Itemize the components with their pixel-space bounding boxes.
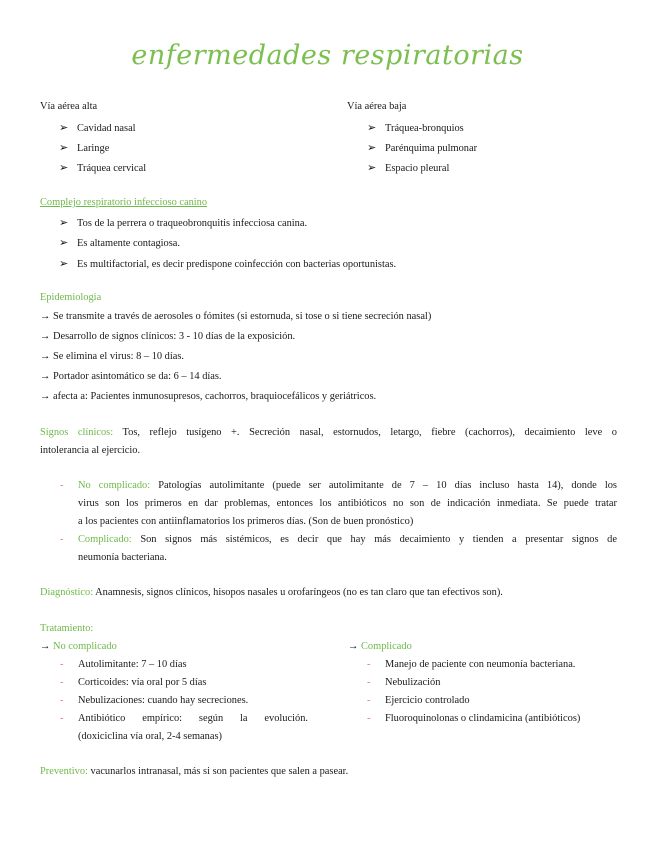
- arrowhead-bullet-icon: ➢: [59, 217, 69, 229]
- list-item: Autolimitante: 7 – 10 días: [78, 659, 187, 670]
- list-item: ➢ Tráquea cervical: [59, 162, 147, 174]
- list-item: ➢ Es multifactorial, es decir predispone coinfección con bacterias oportunistas.: [59, 258, 397, 270]
- list-item: Corticoides: vía oral por 5 días: [78, 677, 207, 688]
- via-alta-heading: Vía aérea alta: [40, 101, 98, 112]
- complejo-heading: Complejo respiratorio infeccioso canino: [40, 197, 208, 208]
- arrow-right-icon: →: [40, 351, 51, 362]
- list-item: Ejercicio controlado: [385, 695, 470, 706]
- arrowhead-bullet-icon: ➢: [59, 258, 69, 270]
- arrowhead-bullet-icon: ➢: [367, 122, 377, 134]
- arrowhead-bullet-icon: ➢: [59, 122, 69, 134]
- dash-bullet-icon: -: [367, 695, 371, 706]
- list-item: → Desarrollo de signos clínicos: 3 - 10 días de la exposición.: [40, 331, 296, 342]
- list-item: Fluoroquinolonas o clindamicina (antibióticos): [385, 713, 581, 724]
- list-item: → Se transmite a través de aerosoles o fómites (si estornuda, si tose o si tiene secreción nasal): [40, 311, 432, 322]
- signos-line-2: intolerancia al ejercicio.: [40, 445, 141, 456]
- list-item: Manejo de paciente con neumonía bacteriana.: [385, 659, 576, 670]
- list-item: ➢ Tráquea-bronquios: [367, 122, 464, 134]
- arrowhead-bullet-icon: ➢: [367, 162, 377, 174]
- no-complicado-line: No complicado: Patologías autolimitante (puede ser autolimitante de 7 – 10 días incluso hasta 14), donde los: [78, 480, 617, 491]
- complicado-line-2: neumonía bacteriana.: [78, 552, 167, 563]
- dash-bullet-icon: -: [367, 677, 371, 688]
- list-item: → afecta a: Pacientes inmunosupresos, cachorros, braquiocefálicos y geriátricos.: [40, 391, 377, 402]
- dash-bullet-icon: -: [367, 659, 371, 670]
- dash-bullet-icon: -: [60, 695, 64, 706]
- list-item: ➢ Laringe: [59, 142, 110, 154]
- arrow-right-icon: →: [40, 641, 51, 652]
- list-item-continuation: (doxiciclina vía oral, 2-4 semanas): [78, 731, 222, 742]
- no-complicado-label: No complicado:: [78, 480, 151, 491]
- arrow-right-icon: →: [40, 311, 51, 322]
- preventivo-label: Preventivo:: [40, 766, 88, 777]
- dash-bullet-icon: -: [367, 713, 371, 724]
- tratamiento-left-heading: → No complicado: [40, 641, 117, 652]
- arrow-right-icon: →: [40, 391, 51, 402]
- dash-bullet-icon: -: [60, 480, 64, 491]
- complicado-label: Complicado:: [78, 534, 132, 545]
- arrow-right-icon: →: [40, 371, 51, 382]
- arrowhead-bullet-icon: ➢: [367, 142, 377, 154]
- no-complicado-line-2: virus son los primeros en dar problemas, entonces los antibióticos no son de indicación inmediata. Se puede tratar: [78, 498, 617, 509]
- diagnostico-label: Diagnóstico:: [40, 587, 94, 598]
- dash-bullet-icon: -: [60, 713, 64, 724]
- list-item: ➢ Espacio pleural: [367, 162, 450, 174]
- dash-bullet-icon: -: [60, 677, 64, 688]
- tratamiento-heading: Tratamiento:: [40, 623, 94, 634]
- list-item: → Portador asintomático se da: 6 – 14 días.: [40, 371, 222, 382]
- arrowhead-bullet-icon: ➢: [59, 162, 69, 174]
- signos-label: Signos clínicos:: [40, 427, 114, 438]
- arrowhead-bullet-icon: ➢: [59, 142, 69, 154]
- arrow-right-icon: →: [40, 331, 51, 342]
- dash-bullet-icon: -: [60, 534, 64, 545]
- arrow-right-icon: →: [348, 641, 359, 652]
- tratamiento-right-heading: → Complicado: [348, 641, 412, 652]
- arrowhead-bullet-icon: ➢: [59, 237, 69, 249]
- list-item: ➢ Tos de la perrera o traqueobronquitis infecciosa canina.: [59, 217, 308, 229]
- epidemiologia-heading: Epidemiologia: [40, 292, 102, 303]
- list-item: ➢ Cavidad nasal: [59, 122, 136, 134]
- signos-line: Signos clínicos: Tos, reflejo tusígeno +. Secreción nasal, estornudos, letargo, fiebre (cachorros), decaimiento leve o: [40, 427, 617, 438]
- list-item: ➢ Es altamente contagiosa.: [59, 237, 181, 249]
- via-baja-heading: Vía aérea baja: [347, 101, 407, 112]
- preventivo-line: Preventivo: vacunarlos intranasal, más si son pacientes que salen a pasear.: [40, 766, 349, 777]
- diagnostico-line: Diagnóstico: Anamnesis, signos clínicos, hisopos nasales u orofaríngeos (no es tan claro que tan efectivos son).: [40, 587, 503, 598]
- list-item: Nebulizaciones: cuando hay secreciones.: [78, 695, 249, 706]
- list-item: Antibiótico empírico: según la evolución.: [78, 713, 308, 724]
- page-title: enfermedades respiratorias: [131, 40, 524, 71]
- list-item: → Se elimina el virus: 8 – 10 días.: [40, 351, 185, 362]
- list-item: Nebulización: [385, 677, 441, 688]
- dash-bullet-icon: -: [60, 659, 64, 670]
- complicado-line: Complicado: Son signos más sistémicos, es decir que hay más decaimiento y tienden a presentar signos de: [78, 534, 617, 545]
- list-item: ➢ Parénquima pulmonar: [367, 142, 478, 154]
- no-complicado-line-3: a los pacientes con antiinflamatorios los primeros días. (Son de buen pronóstico): [78, 516, 414, 527]
